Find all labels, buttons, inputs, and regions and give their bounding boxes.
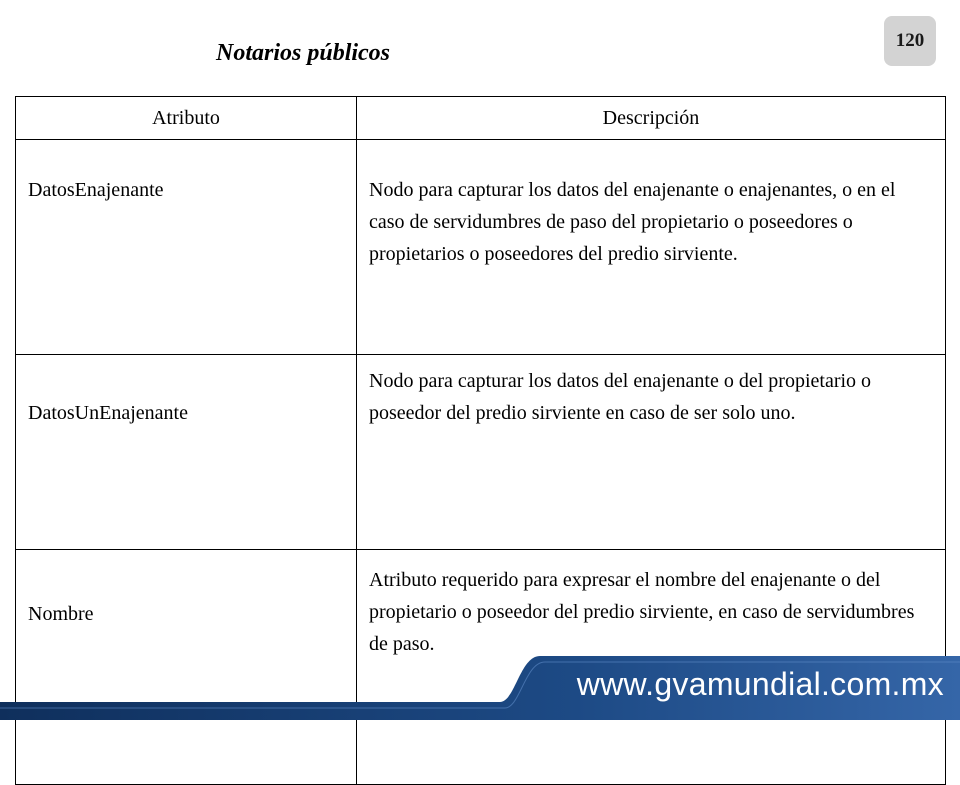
table-row xyxy=(16,355,946,550)
attribute-cell: DatosEnajenante xyxy=(16,140,357,355)
page-title: Notarios públicos xyxy=(216,40,391,66)
table-row xyxy=(16,140,946,355)
page-number: 120 xyxy=(895,30,925,51)
attribute-cell: Nombre xyxy=(16,550,357,785)
page-number-badge xyxy=(884,16,936,66)
footer-website-link[interactable]: www.gvamundial.com.mx xyxy=(576,666,944,702)
description-cell: Atributo requerido para expresar el nombre del enajenante o del propietario o poseedor del predio sirviente, en caso de servidumbres de paso. xyxy=(357,550,946,785)
table-header-row xyxy=(16,97,946,140)
column-header-description: Descripción xyxy=(357,97,946,140)
footer-banner xyxy=(0,656,960,720)
attribute-cell: DatosUnEnajenante xyxy=(16,355,357,550)
description-cell: Nodo para capturar los datos del enajenante o enajenantes, o en el caso de servidumbres de paso del propietario o poseedores o propietarios o poseedores del predio sirviente. xyxy=(357,140,946,355)
description-cell: Nodo para capturar los datos del enajenante o del propietario o poseedor del predio sirviente en caso de ser solo uno. xyxy=(357,355,946,550)
column-header-attribute: Atributo xyxy=(16,97,357,140)
